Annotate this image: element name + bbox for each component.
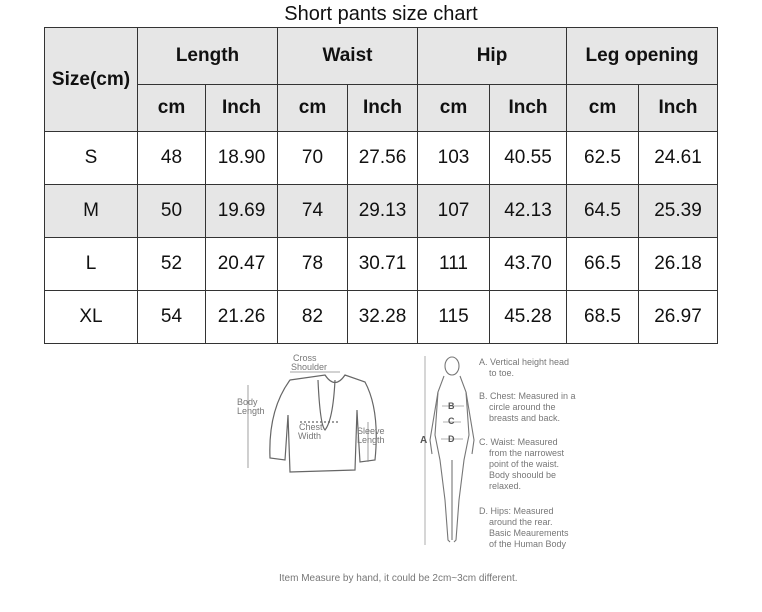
marker-b: B <box>448 401 455 411</box>
table-row <box>45 132 718 185</box>
marker-a: A <box>420 435 428 446</box>
marker-c: C <box>448 416 455 426</box>
size-cell: L <box>45 238 138 291</box>
cross-shoulder-label: Shoulder <box>291 362 328 372</box>
note-d: Basic Meaurements <box>489 528 569 538</box>
note-c: from the narrowest <box>489 448 565 458</box>
note-d: around the rear. <box>489 517 553 527</box>
sleeve-length-label: Sleeve <box>357 426 385 436</box>
cross-shoulder-label: Cross <box>293 353 317 363</box>
value-cell: 68.5 <box>567 291 639 344</box>
value-cell: 54 <box>138 291 206 344</box>
unit-header: Inch <box>348 85 418 132</box>
table-row <box>45 238 718 291</box>
unit-header: cm <box>138 85 206 132</box>
unit-header: Inch <box>639 85 718 132</box>
value-cell: 45.28 <box>490 291 567 344</box>
note-c: C. Waist: Measured <box>479 437 558 447</box>
value-cell: 29.13 <box>348 185 418 238</box>
note-d: D. Hips: Measured <box>479 506 554 516</box>
value-cell: 62.5 <box>567 132 639 185</box>
value-cell: 40.55 <box>490 132 567 185</box>
value-cell: 30.71 <box>348 238 418 291</box>
body-figure <box>430 357 474 542</box>
value-cell: 82 <box>278 291 348 344</box>
unit-header: Inch <box>490 85 567 132</box>
value-cell: 50 <box>138 185 206 238</box>
note-c: Body shoould be <box>489 470 557 480</box>
marker-d: D <box>448 434 455 444</box>
sleeve-length-label: Length <box>357 435 385 445</box>
value-cell: 48 <box>138 132 206 185</box>
body-length-label: Length <box>237 406 265 416</box>
unit-header: cm <box>567 85 639 132</box>
note-a: to toe. <box>489 368 515 378</box>
chest-width-label: Width <box>298 431 322 441</box>
value-cell: 107 <box>418 185 490 238</box>
group-header-waist: Waist <box>278 28 418 85</box>
footnote: Item Measure by hand, it could be 2cm~3cm different. <box>279 573 518 584</box>
note-b: breasts and back. <box>489 413 561 423</box>
value-cell: 32.28 <box>348 291 418 344</box>
unit-header: cm <box>278 85 348 132</box>
note-c: relaxed. <box>489 481 522 491</box>
table-row <box>45 185 718 238</box>
size-table <box>44 27 718 344</box>
note-c: point of the waist. <box>489 459 560 469</box>
size-cell: XL <box>45 291 138 344</box>
note-b: B. Chest: Measured in a <box>479 391 576 401</box>
sweater-dimension-lines <box>248 372 368 468</box>
table-row <box>45 291 718 344</box>
value-cell: 26.18 <box>639 238 718 291</box>
value-cell: 103 <box>418 132 490 185</box>
value-cell: 21.26 <box>206 291 278 344</box>
value-cell: 42.13 <box>490 185 567 238</box>
size-header: Size(cm) <box>45 28 138 132</box>
value-cell: 19.69 <box>206 185 278 238</box>
value-cell: 74 <box>278 185 348 238</box>
size-cell: S <box>45 132 138 185</box>
chart-title: Short pants size chart <box>284 3 478 25</box>
group-header-length: Length <box>138 28 278 85</box>
group-header-hip: Hip <box>418 28 567 85</box>
unit-header: Inch <box>206 85 278 132</box>
value-cell: 64.5 <box>567 185 639 238</box>
note-b: circle around the <box>489 402 556 412</box>
value-cell: 26.97 <box>639 291 718 344</box>
measurement-diagram <box>230 350 590 600</box>
value-cell: 20.47 <box>206 238 278 291</box>
value-cell: 78 <box>278 238 348 291</box>
value-cell: 25.39 <box>639 185 718 238</box>
value-cell: 70 <box>278 132 348 185</box>
value-cell: 27.56 <box>348 132 418 185</box>
value-cell: 115 <box>418 291 490 344</box>
note-d: of the Human Body <box>489 539 567 549</box>
note-a: A. Vertical height head <box>479 357 570 367</box>
value-cell: 43.70 <box>490 238 567 291</box>
value-cell: 52 <box>138 238 206 291</box>
body-length-label: Body <box>237 397 258 407</box>
value-cell: 66.5 <box>567 238 639 291</box>
unit-header: cm <box>418 85 490 132</box>
value-cell: 24.61 <box>639 132 718 185</box>
group-header-leg-opening: Leg opening <box>567 28 718 85</box>
value-cell: 18.90 <box>206 132 278 185</box>
chest-width-label: Chest <box>299 422 323 432</box>
value-cell: 111 <box>418 238 490 291</box>
sweater-illustration <box>270 375 376 472</box>
size-cell: M <box>45 185 138 238</box>
